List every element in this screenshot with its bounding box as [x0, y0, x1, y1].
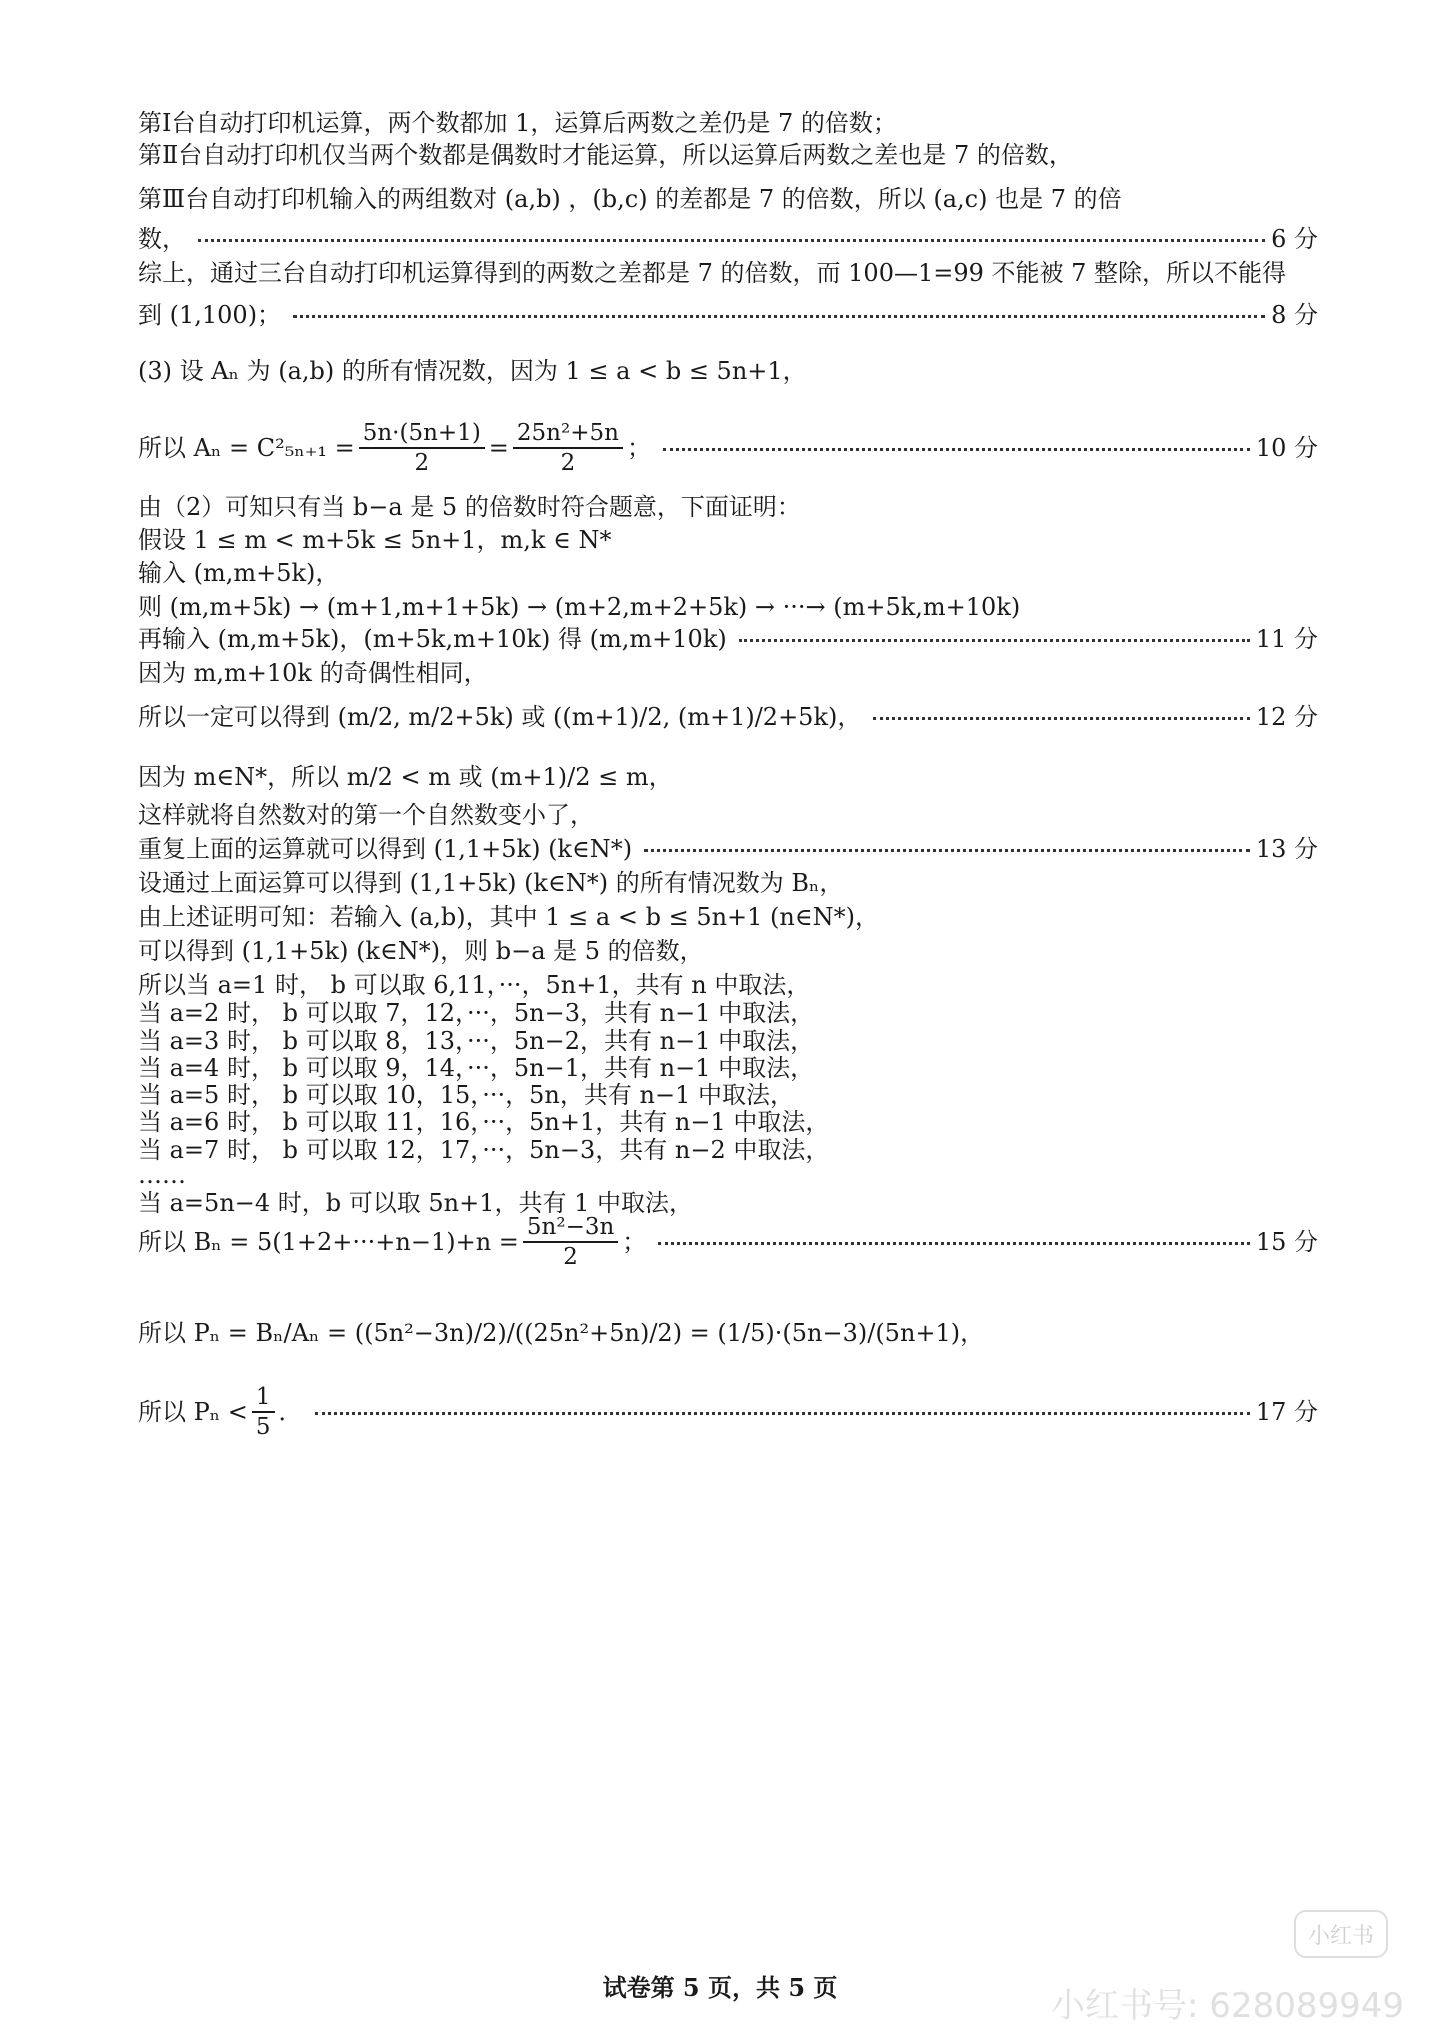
dot-leader [873, 709, 1249, 720]
text: 重复上面的运算就可以得到 (1,1+5k) (k∈N*) [138, 835, 633, 863]
text-line: 第Ⅱ台自动打印机仅当两个数都是偶数时才能运算，所以运算后两数之差也是 7 的倍数， [138, 141, 1073, 169]
numerator: 5n²−3n [523, 1213, 618, 1243]
text: 数， [138, 225, 186, 253]
numerator: 5n·(5n+1) [359, 419, 485, 449]
text: 所以 Bₙ = 5(1+2+···+n−1)+n = [138, 1228, 519, 1256]
text-line: 综上，通过三台自动打印机运算得到的两数之差都是 7 的倍数，而 100—1=99 不能被 7 整除，所以不能得 [138, 259, 1287, 287]
fraction [513, 419, 623, 477]
dot-leader [644, 841, 1250, 852]
text-line: 当 a=7 时， b 可以取 12，17，···，5n−3，共有 n−2 中取法， [138, 1136, 830, 1164]
score: 10 分 [1255, 434, 1318, 462]
denominator: 5 [255, 1414, 271, 1440]
text-line: 当 a=4 时， b 可以取 9，14，···，5n−1，共有 n−1 中取法， [138, 1054, 815, 1082]
scored-line-10 [138, 418, 1318, 478]
scored-line-11 [138, 624, 1318, 654]
dot-leader [739, 631, 1250, 642]
text-line: 当 a=5 时， b 可以取 10，15，···，5n，共有 n−1 中取法， [138, 1081, 794, 1109]
text: 所以 Pₙ < [138, 1398, 248, 1426]
score: 8 分 [1271, 301, 1318, 329]
text-line: 所以 Pₙ = Bₙ/Aₙ = ((5n²−3n)/2)/((25n²+5n)/2) = (1/5)·(5n−3)/(5n+1)， [138, 1319, 985, 1347]
denominator: 2 [414, 450, 430, 476]
page-footer: 试卷第 5 页，共 5 页 [602, 1973, 838, 2002]
text: 到 (1,100)； [138, 301, 282, 329]
watermark-text: 小红书号: 628089949 [1051, 1986, 1404, 2026]
score: 15 分 [1255, 1228, 1318, 1256]
dot-leader [315, 1404, 1250, 1415]
text-line: …… [138, 1161, 186, 1189]
score: 13 分 [1255, 835, 1318, 863]
text-line: 输入 (m,m+5k)， [138, 559, 340, 587]
score: 12 分 [1255, 703, 1318, 731]
text-line: 假设 1 ≤ m < m+5k ≤ 5n+1，m,k ∈ N* [138, 526, 612, 554]
text-line: 当 a=6 时， b 可以取 11，16，···，5n+1，共有 n−1 中取法， [138, 1108, 830, 1136]
fraction [359, 419, 485, 477]
text-line: 第Ⅰ台自动打印机运算，两个数都加 1，运算后两数之差仍是 7 的倍数； [138, 109, 897, 137]
watermark-logo: 小红书 [1294, 1910, 1388, 1958]
text-line: 当 a=3 时， b 可以取 8，13，···，5n−2，共有 n−1 中取法， [138, 1027, 815, 1055]
text-line: 则 (m,m+5k) → (m+1,m+1+5k) → (m+2,m+2+5k) → ···→ (m+5k,m+10k) [138, 593, 1021, 621]
fraction [523, 1213, 618, 1271]
equals-sign: = [488, 434, 509, 462]
numerator: 25n²+5n [513, 419, 623, 449]
text-line: 当 a=2 时， b 可以取 7，12，···，5n−3，共有 n−1 中取法， [138, 999, 815, 1027]
score: 11 分 [1255, 625, 1318, 653]
text: 所以一定可以得到 (m/2, m/2+5k) 或 ((m+1)/2, (m+1)/2+5k)， [138, 703, 862, 731]
text-line: 由（2）可知只有当 b−a 是 5 的倍数时符合题意，下面证明： [138, 493, 801, 521]
text-line: 所以当 a=1 时， b 可以取 6,11，···，5n+1，共有 n 中取法， [138, 971, 811, 999]
dot-leader [658, 1234, 1250, 1245]
scored-line-12 [138, 702, 1318, 732]
score: 6 分 [1271, 225, 1318, 253]
text: ； [626, 434, 651, 462]
numerator: 1 [252, 1383, 275, 1413]
text: ； [622, 1228, 647, 1256]
text-line: (3) 设 Aₙ 为 (a,b) 的所有情况数，因为 1 ≤ a < b ≤ 5n+1， [138, 357, 807, 385]
text-line: 因为 m∈N*，所以 m/2 < m 或 (m+1)/2 ≤ m， [138, 763, 673, 791]
dot-leader [663, 440, 1250, 451]
text-line: 可以得到 (1,1+5k) (k∈N*)，则 b−a 是 5 的倍数， [138, 937, 704, 965]
text: ． [278, 1398, 303, 1426]
denominator: 2 [563, 1244, 578, 1270]
scored-line-6 [138, 224, 1318, 254]
scored-line-17 [138, 1380, 1318, 1444]
text: 再输入 (m,m+5k)，(m+5k,m+10k) 得 (m,m+10k) [138, 625, 727, 653]
scored-line-15 [138, 1212, 1318, 1272]
text-line: 因为 m,m+10k 的奇偶性相同， [138, 659, 488, 687]
text: 所以 Aₙ = C²₅ₙ₊₁ = [138, 434, 355, 462]
text-line: 当 a=5n−4 时，b 可以取 5n+1，共有 1 中取法， [138, 1189, 694, 1217]
fraction [252, 1383, 275, 1441]
text-line: 由上述证明可知：若输入 (a,b)，其中 1 ≤ a < b ≤ 5n+1 (n∈N*)， [138, 903, 880, 931]
dot-leader [198, 231, 1265, 242]
scored-line-13 [138, 834, 1318, 864]
text-line: 这样就将自然数对的第一个自然数变小了， [138, 801, 594, 829]
text-line: 第Ⅲ台自动打印机输入的两组数对 (a,b) ，(b,c) 的差都是 7 的倍数，所以 (a,c) 也是 7 的倍 [138, 185, 1122, 213]
denominator: 2 [560, 450, 576, 476]
text-line: 设通过上面运算可以得到 (1,1+5k) (k∈N*) 的所有情况数为 Bₙ， [138, 869, 844, 897]
score: 17 分 [1255, 1398, 1318, 1426]
dot-leader [293, 307, 1265, 318]
scored-line-8 [138, 300, 1318, 330]
